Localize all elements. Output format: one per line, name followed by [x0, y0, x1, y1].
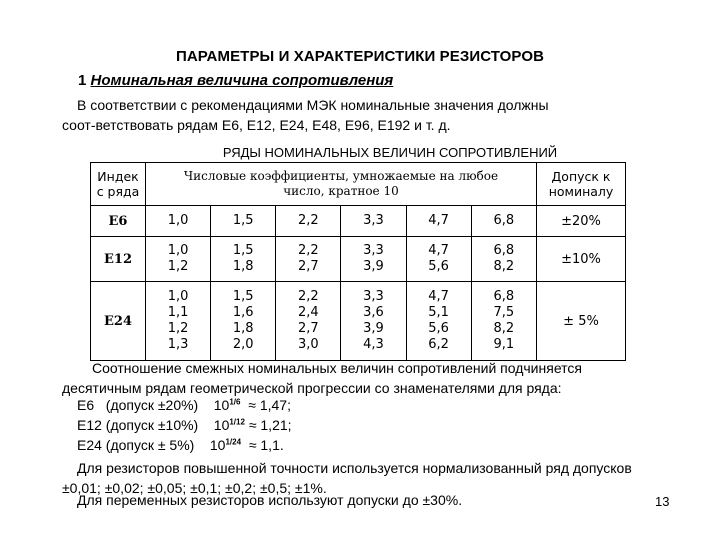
row-value: 2,2 2,7 — [276, 237, 341, 282]
resistor-series-table — [90, 162, 626, 361]
row-value: 1,5 1,8 — [211, 237, 276, 282]
formula-result: ≈ 1,47; — [240, 397, 291, 413]
row-value: 1,0 1,1 1,2 1,3 — [146, 282, 211, 361]
precision-line-1: Для резисторов повышенной точности используется нормализованный ряд допусков — [77, 460, 632, 476]
row-index: Е24 — [91, 282, 146, 361]
row-index: Е12 — [91, 237, 146, 282]
header-tol-line-1: Допуск к — [551, 169, 611, 184]
ratio-paragraph — [62, 358, 682, 398]
row-tolerance: ±10% — [537, 237, 626, 282]
variable-paragraph: Для переменных резисторов используют допуски до ±30%. — [77, 492, 463, 508]
section-title: Номинальная величина сопротивления — [90, 72, 394, 89]
section-number: 1 — [78, 72, 87, 89]
intro-line-2: соот-ветствовать рядам Е6, Е12, Е24, Е48, Е96, Е192 и т. д. — [62, 117, 451, 133]
formula-series: Е12 (допуск ±10%) 10 — [77, 417, 230, 433]
table-header-row — [91, 163, 626, 206]
row-index: Е6 — [91, 206, 146, 237]
row-value: 1,0 1,2 — [146, 237, 211, 282]
title-rest-part: И ХАРАКТЕРИСТИКИ РЕЗИСТОРОВ — [278, 48, 545, 65]
precision-line-2: ±0,01; ±0,02; ±0,05; ±0,1; ±0,2; ±0,5; ±1%. — [62, 480, 327, 496]
row-value: 6,8 7,5 8,2 9,1 — [471, 282, 536, 361]
formula-series: Е24 (допуск ± 5%) 10 — [77, 437, 226, 453]
formula-e12 — [77, 417, 292, 433]
header-coefficients — [146, 163, 537, 206]
page-title — [0, 48, 720, 65]
intro-paragraph — [62, 95, 672, 135]
page-number: 13 — [655, 494, 670, 509]
section-heading — [78, 72, 393, 89]
header-tol-line-2: номиналу — [548, 184, 614, 199]
formula-e6 — [77, 397, 291, 413]
row-value: 4,7 5,6 — [406, 237, 471, 282]
header-coef-line-2: число, кратное 10 — [283, 184, 399, 198]
header-coef-line-1: Числовые коэффициенты, умножаемые на любое — [183, 169, 499, 183]
formula-series: Е6 (допуск ±20%) 10 — [77, 397, 230, 413]
row-value: 1,5 1,6 1,8 2,0 — [211, 282, 276, 361]
ratio-line-1: Соотношение смежных номинальных величин сопротивлений подчиняется — [92, 360, 582, 376]
formula-exponent: 1/24 — [225, 437, 242, 447]
row-value: 3,3 3,6 3,9 4,3 — [341, 282, 406, 361]
table-row — [91, 282, 626, 361]
header-tolerance — [537, 163, 626, 206]
header-index — [91, 163, 146, 206]
header-index-line-1: Индек — [97, 169, 139, 184]
row-value: 3,3 — [341, 206, 406, 237]
row-value: 6,8 8,2 — [471, 237, 536, 282]
header-index-line-2: с ряда — [96, 184, 140, 199]
formula-exponent: 1/6 — [229, 397, 241, 407]
table-title: РЯДЫ НОМИНАЛЬНЫХ ВЕЛИЧИН СОПРОТИВЛЕНИЙ — [222, 145, 558, 160]
row-value: 1,5 — [211, 206, 276, 237]
formula-result: ≈ 1,1. — [241, 437, 284, 453]
title-bold-part: ПАРАМЕТРЫ — [175, 48, 275, 65]
formula-e24 — [77, 437, 284, 453]
row-value: 4,7 — [406, 206, 471, 237]
row-value: 2,2 — [276, 206, 341, 237]
row-value: 3,3 3,9 — [341, 237, 406, 282]
table-row — [91, 206, 626, 237]
row-tolerance: ± 5% — [537, 282, 626, 361]
row-value: 6,8 — [471, 206, 536, 237]
intro-line-1: В соответствии с рекомендациями МЭК номинальные значения должны — [77, 97, 549, 113]
row-tolerance: ±20% — [537, 206, 626, 237]
formula-exponent: 1/12 — [229, 417, 245, 427]
row-value: 2,2 2,4 2,7 3,0 — [276, 282, 341, 361]
ratio-line-2: десятичным рядам геометрической прогрессии со знаменателями для ряда: — [62, 380, 562, 396]
formula-result: ≈ 1,21; — [244, 417, 292, 433]
row-value: 1,0 — [146, 206, 211, 237]
table-row — [91, 237, 626, 282]
row-value: 4,7 5,1 5,6 6,2 — [406, 282, 471, 361]
